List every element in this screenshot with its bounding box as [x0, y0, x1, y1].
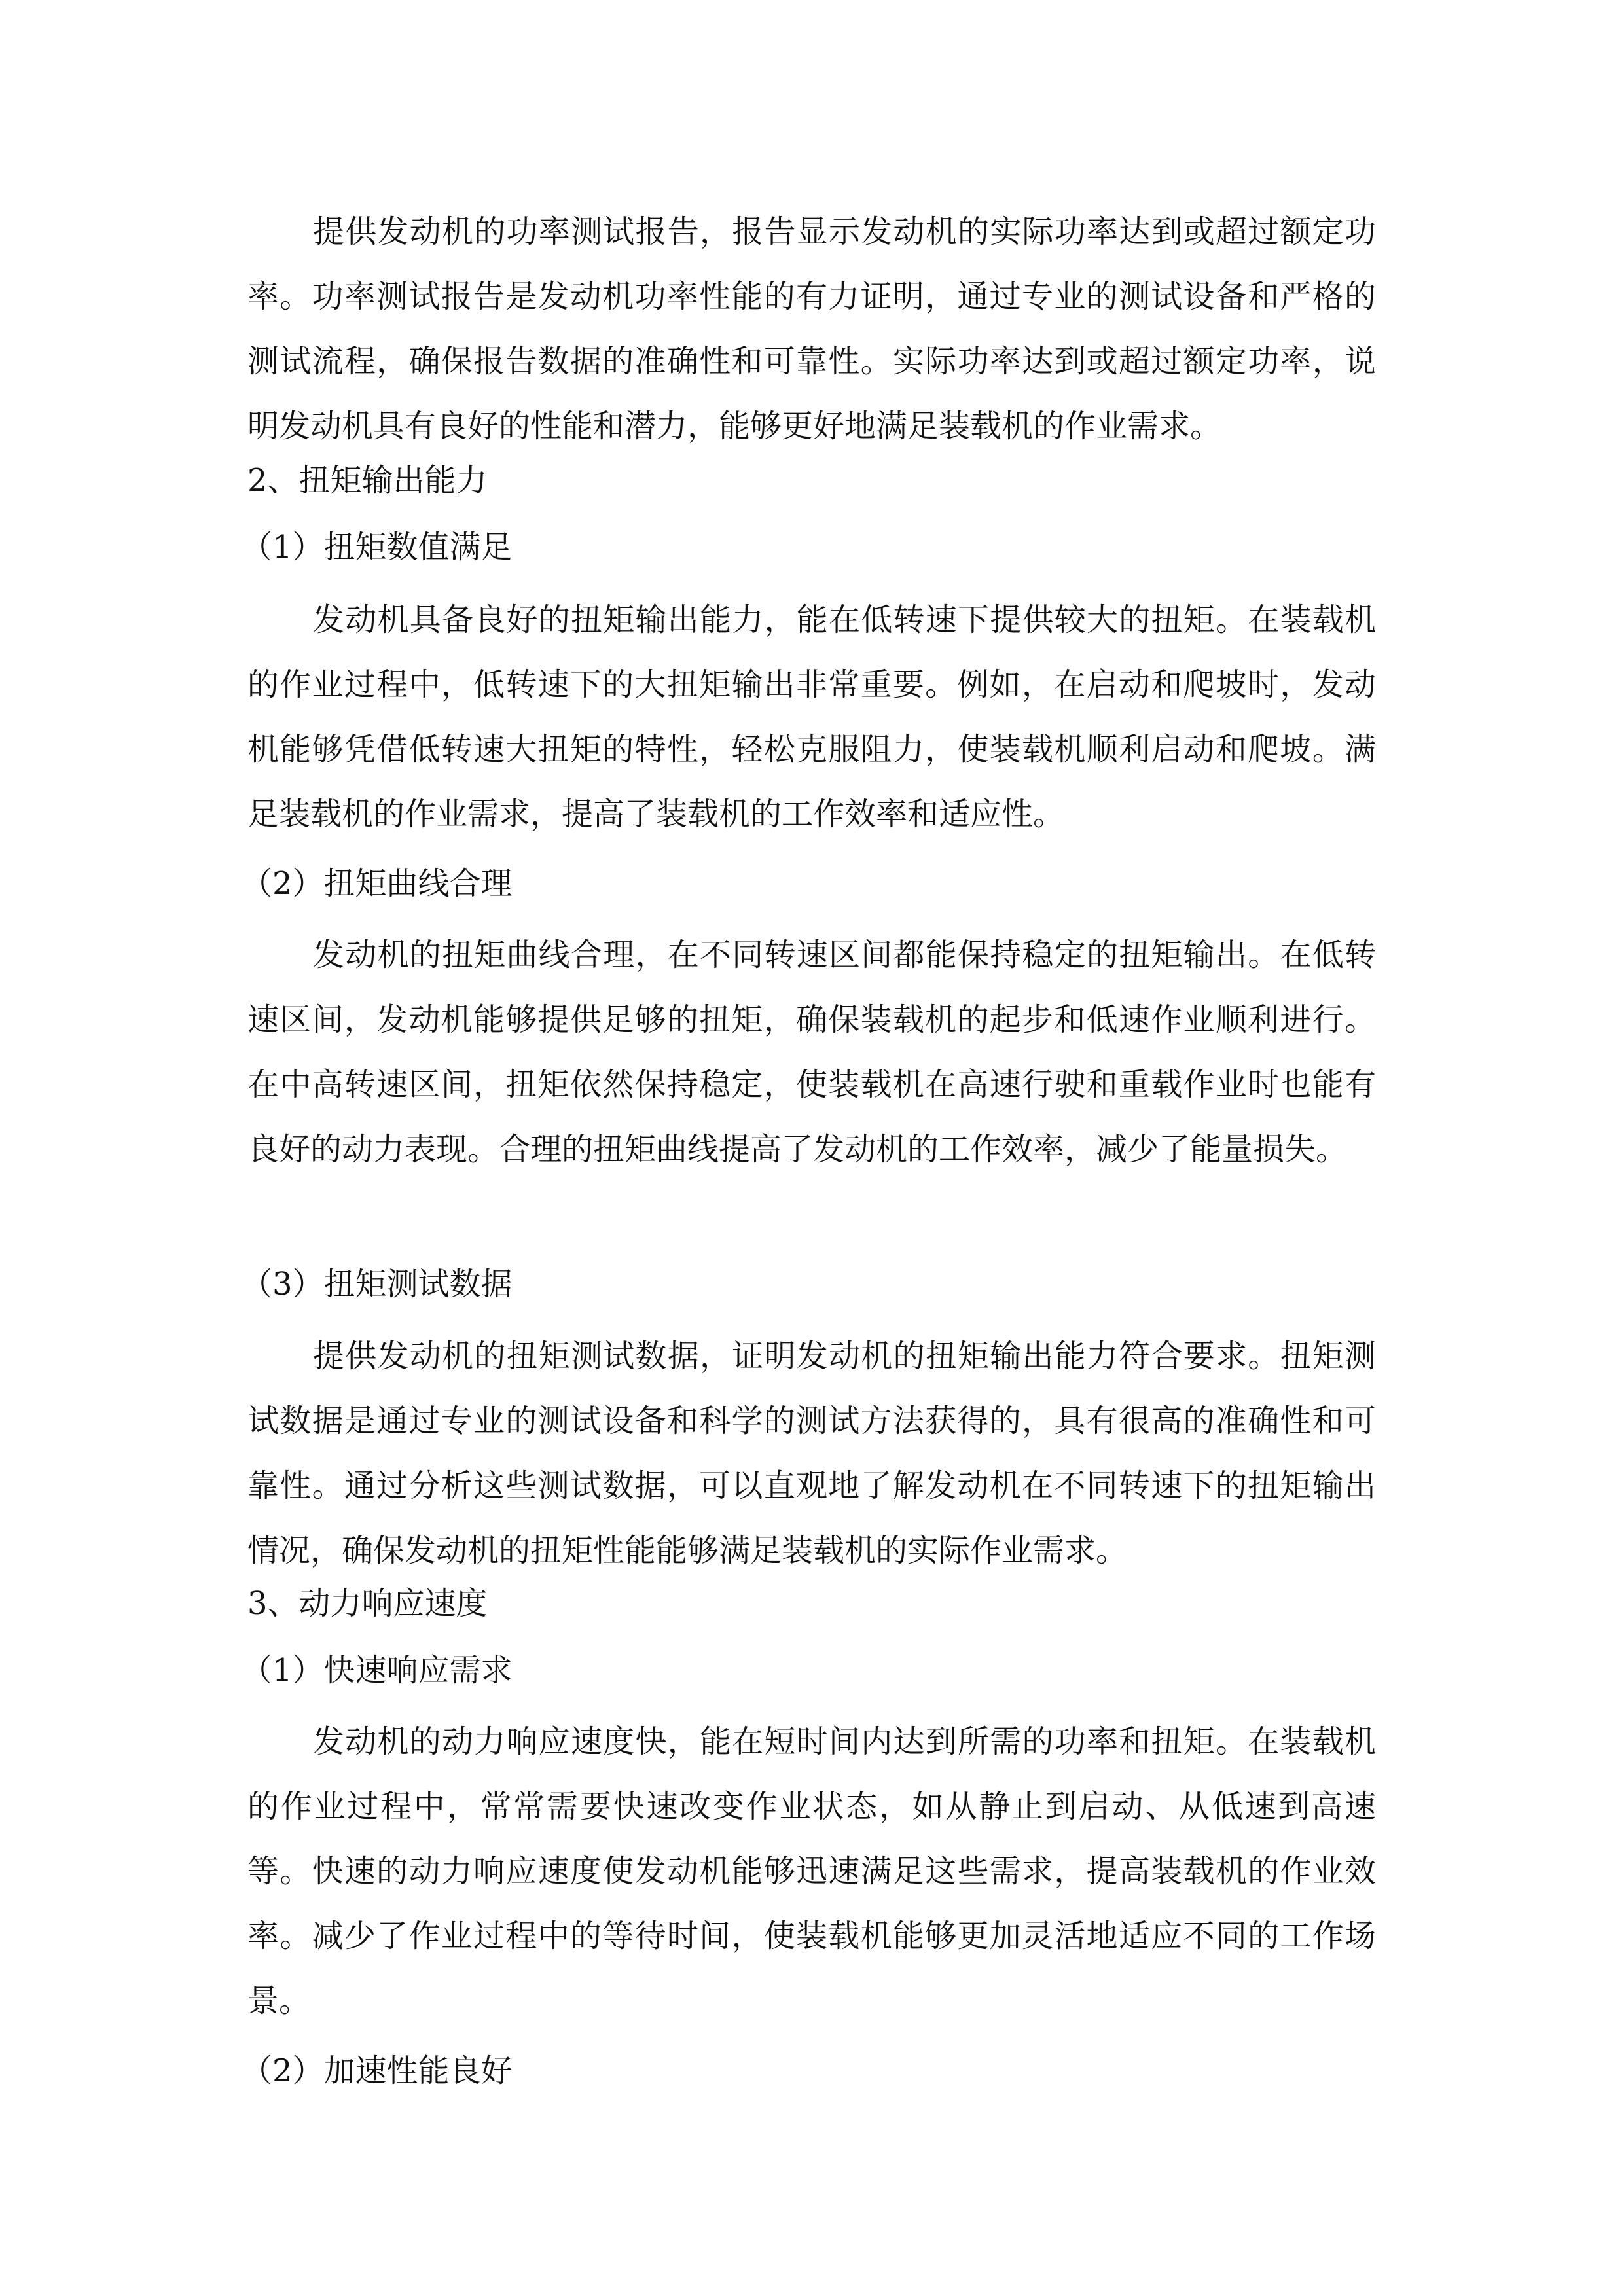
paragraph-torque-curve: 发动机的扭矩曲线合理，在不同转速区间都能保持稳定的扭矩输出。在低转速区间，发动机能够提供足够的扭矩，确保装载机的起步和低速作业顺利进行。在中高转速区间，扭矩依然保持稳定，使装载机在高速行驶和重载作业时也能有良好的动力表现。合理的扭矩曲线提高了发动机的工作效率，减少了能量损失。 — [247, 937, 1376, 1168]
subsection-heading-torque-curve: （2）扭矩曲线合理 — [241, 865, 513, 902]
paragraph-fast-response: 发动机的动力响应速度快，能在短时间内达到所需的功率和扭矩。在装载机的作业过程中，常常需要快速改变作业状态，如从静止到启动、从低速到高速等。快速的动力响应速度使发动机能够迅速满足这些需求，提高装载机的作业效率。减少了作业过程中的等待时间，使装载机能够更加灵活地适应不同的工作场景。 — [247, 1723, 1376, 2019]
subsection-heading-torque-test-data: （3）扭矩测试数据 — [241, 1266, 513, 1302]
subsection-heading-acceleration: （2）加速性能良好 — [241, 2053, 513, 2089]
paragraph-power-test-report: 提供发动机的功率测试报告，报告显示发动机的实际功率达到或超过额定功率。功率测试报告是发动机功率性能的有力证明，通过专业的测试设备和严格的测试流程，确保报告数据的准确性和可靠性。实际功率达到或超过额定功率，说明发动机具有良好的性能和潜力，能够更好地满足装载机的作业需求。 — [247, 213, 1376, 444]
paragraph-torque-test-data: 提供发动机的扭矩测试数据，证明发动机的扭矩输出能力符合要求。扭矩测试数据是通过专业的测试设备和科学的测试方法获得的，具有很高的准确性和可靠性。通过分析这些测试数据，可以直观地了解发动机在不同转速下的扭矩输出情况，确保发动机的扭矩性能能够满足装载机的实际作业需求。 — [247, 1338, 1376, 1569]
subsection-heading-fast-response: （1）快速响应需求 — [241, 1652, 513, 1689]
section-heading-torque-output: 2、扭矩输出能力 — [247, 462, 488, 499]
section-heading-power-response: 3、动力响应速度 — [247, 1585, 488, 1622]
paragraph-torque-value: 发动机具备良好的扭矩输出能力，能在低转速下提供较大的扭矩。在装载机的作业过程中，低转速下的大扭矩输出非常重要。例如，在启动和爬坡时，发动机能够凭借低转速大扭矩的特性，轻松克服阻力，使装载机顺利启动和爬坡。满足装载机的作业需求，提高了装载机的工作效率和适应性。 — [247, 601, 1376, 833]
subsection-heading-torque-value: （1）扭矩数值满足 — [241, 529, 513, 565]
